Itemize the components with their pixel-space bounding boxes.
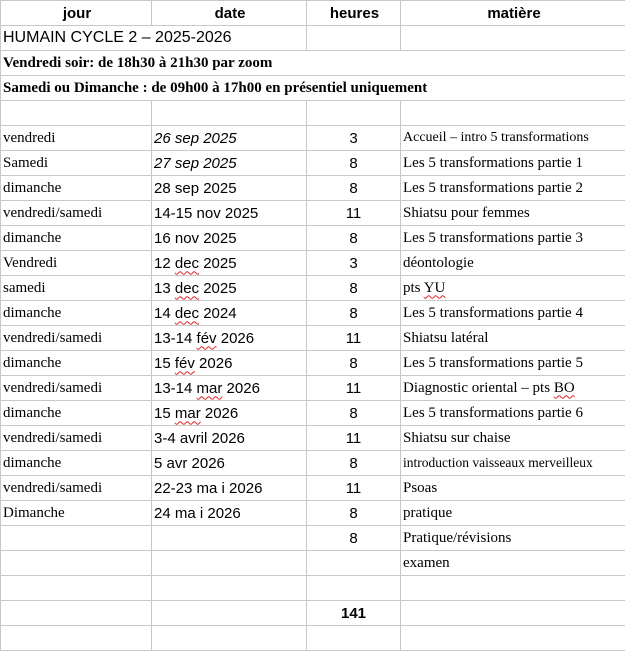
- jour-cell[interactable]: dimanche: [1, 351, 152, 376]
- matiere-cell[interactable]: Shiatsu pour femmes: [401, 201, 625, 226]
- date-text: 2024: [199, 305, 237, 322]
- session-row: [1, 276, 625, 301]
- matiere-cell[interactable]: Shiatsu sur chaise: [401, 426, 625, 451]
- heures-cell[interactable]: 8: [307, 151, 401, 176]
- header-matiere[interactable]: matière: [401, 1, 625, 26]
- blank-row: [1, 576, 625, 601]
- matiere-cell[interactable]: examen: [401, 551, 625, 576]
- matiere-cell[interactable]: Les 5 transformations partie 2: [401, 176, 625, 201]
- spellcheck-mark: dec: [175, 255, 199, 272]
- session-row: [1, 376, 625, 401]
- session-row: [1, 251, 625, 276]
- session-row: [1, 201, 625, 226]
- date-text: 15: [154, 355, 175, 372]
- title-row: [1, 26, 625, 51]
- matiere-cell[interactable]: déontologie: [401, 251, 625, 276]
- session-row: [1, 426, 625, 451]
- empty-cell[interactable]: [307, 101, 401, 126]
- jour-cell[interactable]: vendredi/samedi: [1, 376, 152, 401]
- session-row: [1, 551, 625, 576]
- date-cell[interactable]: 14-15 nov 2025: [152, 201, 307, 226]
- date-text: 2026: [195, 355, 233, 372]
- date-text: 2026: [222, 380, 260, 397]
- jour-cell[interactable]: [1, 551, 152, 576]
- matiere-cell[interactable]: Accueil – intro 5 transformations: [401, 126, 625, 151]
- heures-cell[interactable]: 11: [307, 326, 401, 351]
- jour-cell[interactable]: dimanche: [1, 226, 152, 251]
- empty-cell[interactable]: [307, 576, 401, 601]
- matiere-cell[interactable]: Les 5 transformations partie 5: [401, 351, 625, 376]
- session-row: [1, 126, 625, 151]
- heures-cell[interactable]: 8: [307, 301, 401, 326]
- date-cell[interactable]: [152, 326, 307, 351]
- date-cell[interactable]: [152, 401, 307, 426]
- empty-cell[interactable]: [1, 601, 152, 626]
- date-cell[interactable]: 24 ma i 2026: [152, 501, 307, 526]
- empty-cell[interactable]: [401, 576, 625, 601]
- session-row: [1, 476, 625, 501]
- heures-cell[interactable]: 8: [307, 351, 401, 376]
- jour-cell[interactable]: vendredi/samedi: [1, 326, 152, 351]
- date-cell[interactable]: [152, 276, 307, 301]
- empty-cell[interactable]: [1, 626, 152, 651]
- empty-cell[interactable]: [152, 576, 307, 601]
- session-row: [1, 226, 625, 251]
- empty-cell[interactable]: [401, 601, 625, 626]
- date-text: 2026: [201, 405, 239, 422]
- matiere-cell[interactable]: [401, 376, 625, 401]
- date-cell[interactable]: [152, 351, 307, 376]
- jour-cell[interactable]: Samedi: [1, 151, 152, 176]
- empty-cell[interactable]: [152, 601, 307, 626]
- date-text: 13-14: [154, 380, 197, 397]
- heures-cell[interactable]: 8: [307, 451, 401, 476]
- empty-cell[interactable]: [152, 101, 307, 126]
- jour-cell[interactable]: [1, 526, 152, 551]
- matiere-cell[interactable]: Les 5 transformations partie 4: [401, 301, 625, 326]
- header-date[interactable]: date: [152, 1, 307, 26]
- jour-cell[interactable]: dimanche: [1, 451, 152, 476]
- heures-cell[interactable]: 11: [307, 426, 401, 451]
- date-text: 13-14: [154, 330, 197, 347]
- spellcheck-mark: fév: [197, 330, 217, 347]
- total-heures-cell[interactable]: 141: [307, 601, 401, 626]
- jour-cell[interactable]: vendredi: [1, 126, 152, 151]
- empty-cell[interactable]: [401, 26, 625, 51]
- matiere-text: pts: [403, 280, 424, 296]
- heures-cell[interactable]: 8: [307, 526, 401, 551]
- blank-row: [1, 101, 625, 126]
- heures-cell[interactable]: 8: [307, 401, 401, 426]
- blank-row: [1, 626, 625, 651]
- session-row: [1, 451, 625, 476]
- spellcheck-mark: fév: [175, 355, 195, 372]
- heures-cell[interactable]: 11: [307, 476, 401, 501]
- empty-cell[interactable]: [1, 576, 152, 601]
- session-row: [1, 501, 625, 526]
- empty-cell[interactable]: [307, 26, 401, 51]
- date-cell[interactable]: [152, 376, 307, 401]
- session-row: [1, 526, 625, 551]
- header-heures[interactable]: heures: [307, 1, 401, 26]
- header-row: [1, 1, 625, 26]
- spellcheck-mark: dec: [175, 305, 199, 322]
- spellcheck-mark: BO: [554, 380, 575, 396]
- date-text: 2026: [217, 330, 255, 347]
- jour-cell[interactable]: Vendredi: [1, 251, 152, 276]
- note-row: [1, 51, 625, 76]
- heures-cell[interactable]: 3: [307, 251, 401, 276]
- date-cell[interactable]: 27 sep 2025: [152, 151, 307, 176]
- heures-cell[interactable]: 8: [307, 226, 401, 251]
- heures-cell[interactable]: 8: [307, 176, 401, 201]
- empty-cell[interactable]: [307, 626, 401, 651]
- empty-cell[interactable]: [401, 626, 625, 651]
- jour-cell[interactable]: dimanche: [1, 301, 152, 326]
- date-cell[interactable]: 16 nov 2025: [152, 226, 307, 251]
- heures-cell[interactable]: 8: [307, 276, 401, 301]
- date-cell[interactable]: [152, 526, 307, 551]
- note-presentiel[interactable]: Samedi ou Dimanche : de 09h00 à 17h00 en présentiel uniquement: [1, 76, 625, 101]
- matiere-cell[interactable]: Les 5 transformations partie 1: [401, 151, 625, 176]
- matiere-cell[interactable]: introduction vaisseaux merveilleux: [401, 451, 625, 476]
- heures-cell[interactable]: 11: [307, 376, 401, 401]
- jour-cell[interactable]: samedi: [1, 276, 152, 301]
- spellcheck-mark: mar: [175, 405, 201, 422]
- matiere-cell[interactable]: [401, 276, 625, 301]
- matiere-cell[interactable]: pratique: [401, 501, 625, 526]
- jour-cell[interactable]: Dimanche: [1, 501, 152, 526]
- jour-cell[interactable]: vendredi/samedi: [1, 201, 152, 226]
- total-row: [1, 601, 625, 626]
- note-zoom[interactable]: Vendredi soir: de 18h30 à 21h30 par zoom: [1, 51, 625, 76]
- date-cell[interactable]: 5 avr 2026: [152, 451, 307, 476]
- jour-cell[interactable]: dimanche: [1, 176, 152, 201]
- spellcheck-mark: YU: [424, 280, 446, 296]
- heures-cell[interactable]: 11: [307, 201, 401, 226]
- date-text: 2025: [199, 255, 237, 272]
- matiere-cell[interactable]: Les 5 transformations partie 3: [401, 226, 625, 251]
- date-cell[interactable]: [152, 251, 307, 276]
- session-row: [1, 351, 625, 376]
- session-row: [1, 301, 625, 326]
- matiere-text: Diagnostic oriental – pts: [403, 380, 554, 396]
- session-row: [1, 151, 625, 176]
- date-cell[interactable]: 3-4 avril 2026: [152, 426, 307, 451]
- jour-cell[interactable]: vendredi/samedi: [1, 476, 152, 501]
- date-text: 15: [154, 405, 175, 422]
- date-cell[interactable]: 22-23 ma i 2026: [152, 476, 307, 501]
- date-cell[interactable]: 28 sep 2025: [152, 176, 307, 201]
- jour-cell[interactable]: dimanche: [1, 401, 152, 426]
- note-row: [1, 76, 625, 101]
- title-cell[interactable]: HUMAIN CYCLE 2 – 2025-2026: [1, 26, 307, 51]
- jour-cell[interactable]: vendredi/samedi: [1, 426, 152, 451]
- date-text: 12: [154, 255, 175, 272]
- matiere-cell[interactable]: Psoas: [401, 476, 625, 501]
- heures-cell[interactable]: 3: [307, 126, 401, 151]
- date-text: 14: [154, 305, 175, 322]
- date-text: 13: [154, 280, 175, 297]
- session-row: [1, 401, 625, 426]
- session-row: [1, 176, 625, 201]
- header-jour[interactable]: jour: [1, 1, 152, 26]
- matiere-cell[interactable]: Pratique/révisions: [401, 526, 625, 551]
- empty-cell[interactable]: [152, 626, 307, 651]
- matiere-cell[interactable]: Les 5 transformations partie 6: [401, 401, 625, 426]
- spellcheck-mark: mar: [197, 380, 223, 397]
- date-cell[interactable]: 26 sep 2025: [152, 126, 307, 151]
- date-cell[interactable]: [152, 551, 307, 576]
- date-cell[interactable]: [152, 301, 307, 326]
- empty-cell[interactable]: [1, 101, 152, 126]
- session-row: [1, 326, 625, 351]
- matiere-cell[interactable]: Shiatsu latéral: [401, 326, 625, 351]
- date-text: 2025: [199, 280, 237, 297]
- heures-cell[interactable]: [307, 551, 401, 576]
- heures-cell[interactable]: 8: [307, 501, 401, 526]
- empty-cell[interactable]: [401, 101, 625, 126]
- spellcheck-mark: dec: [175, 280, 199, 297]
